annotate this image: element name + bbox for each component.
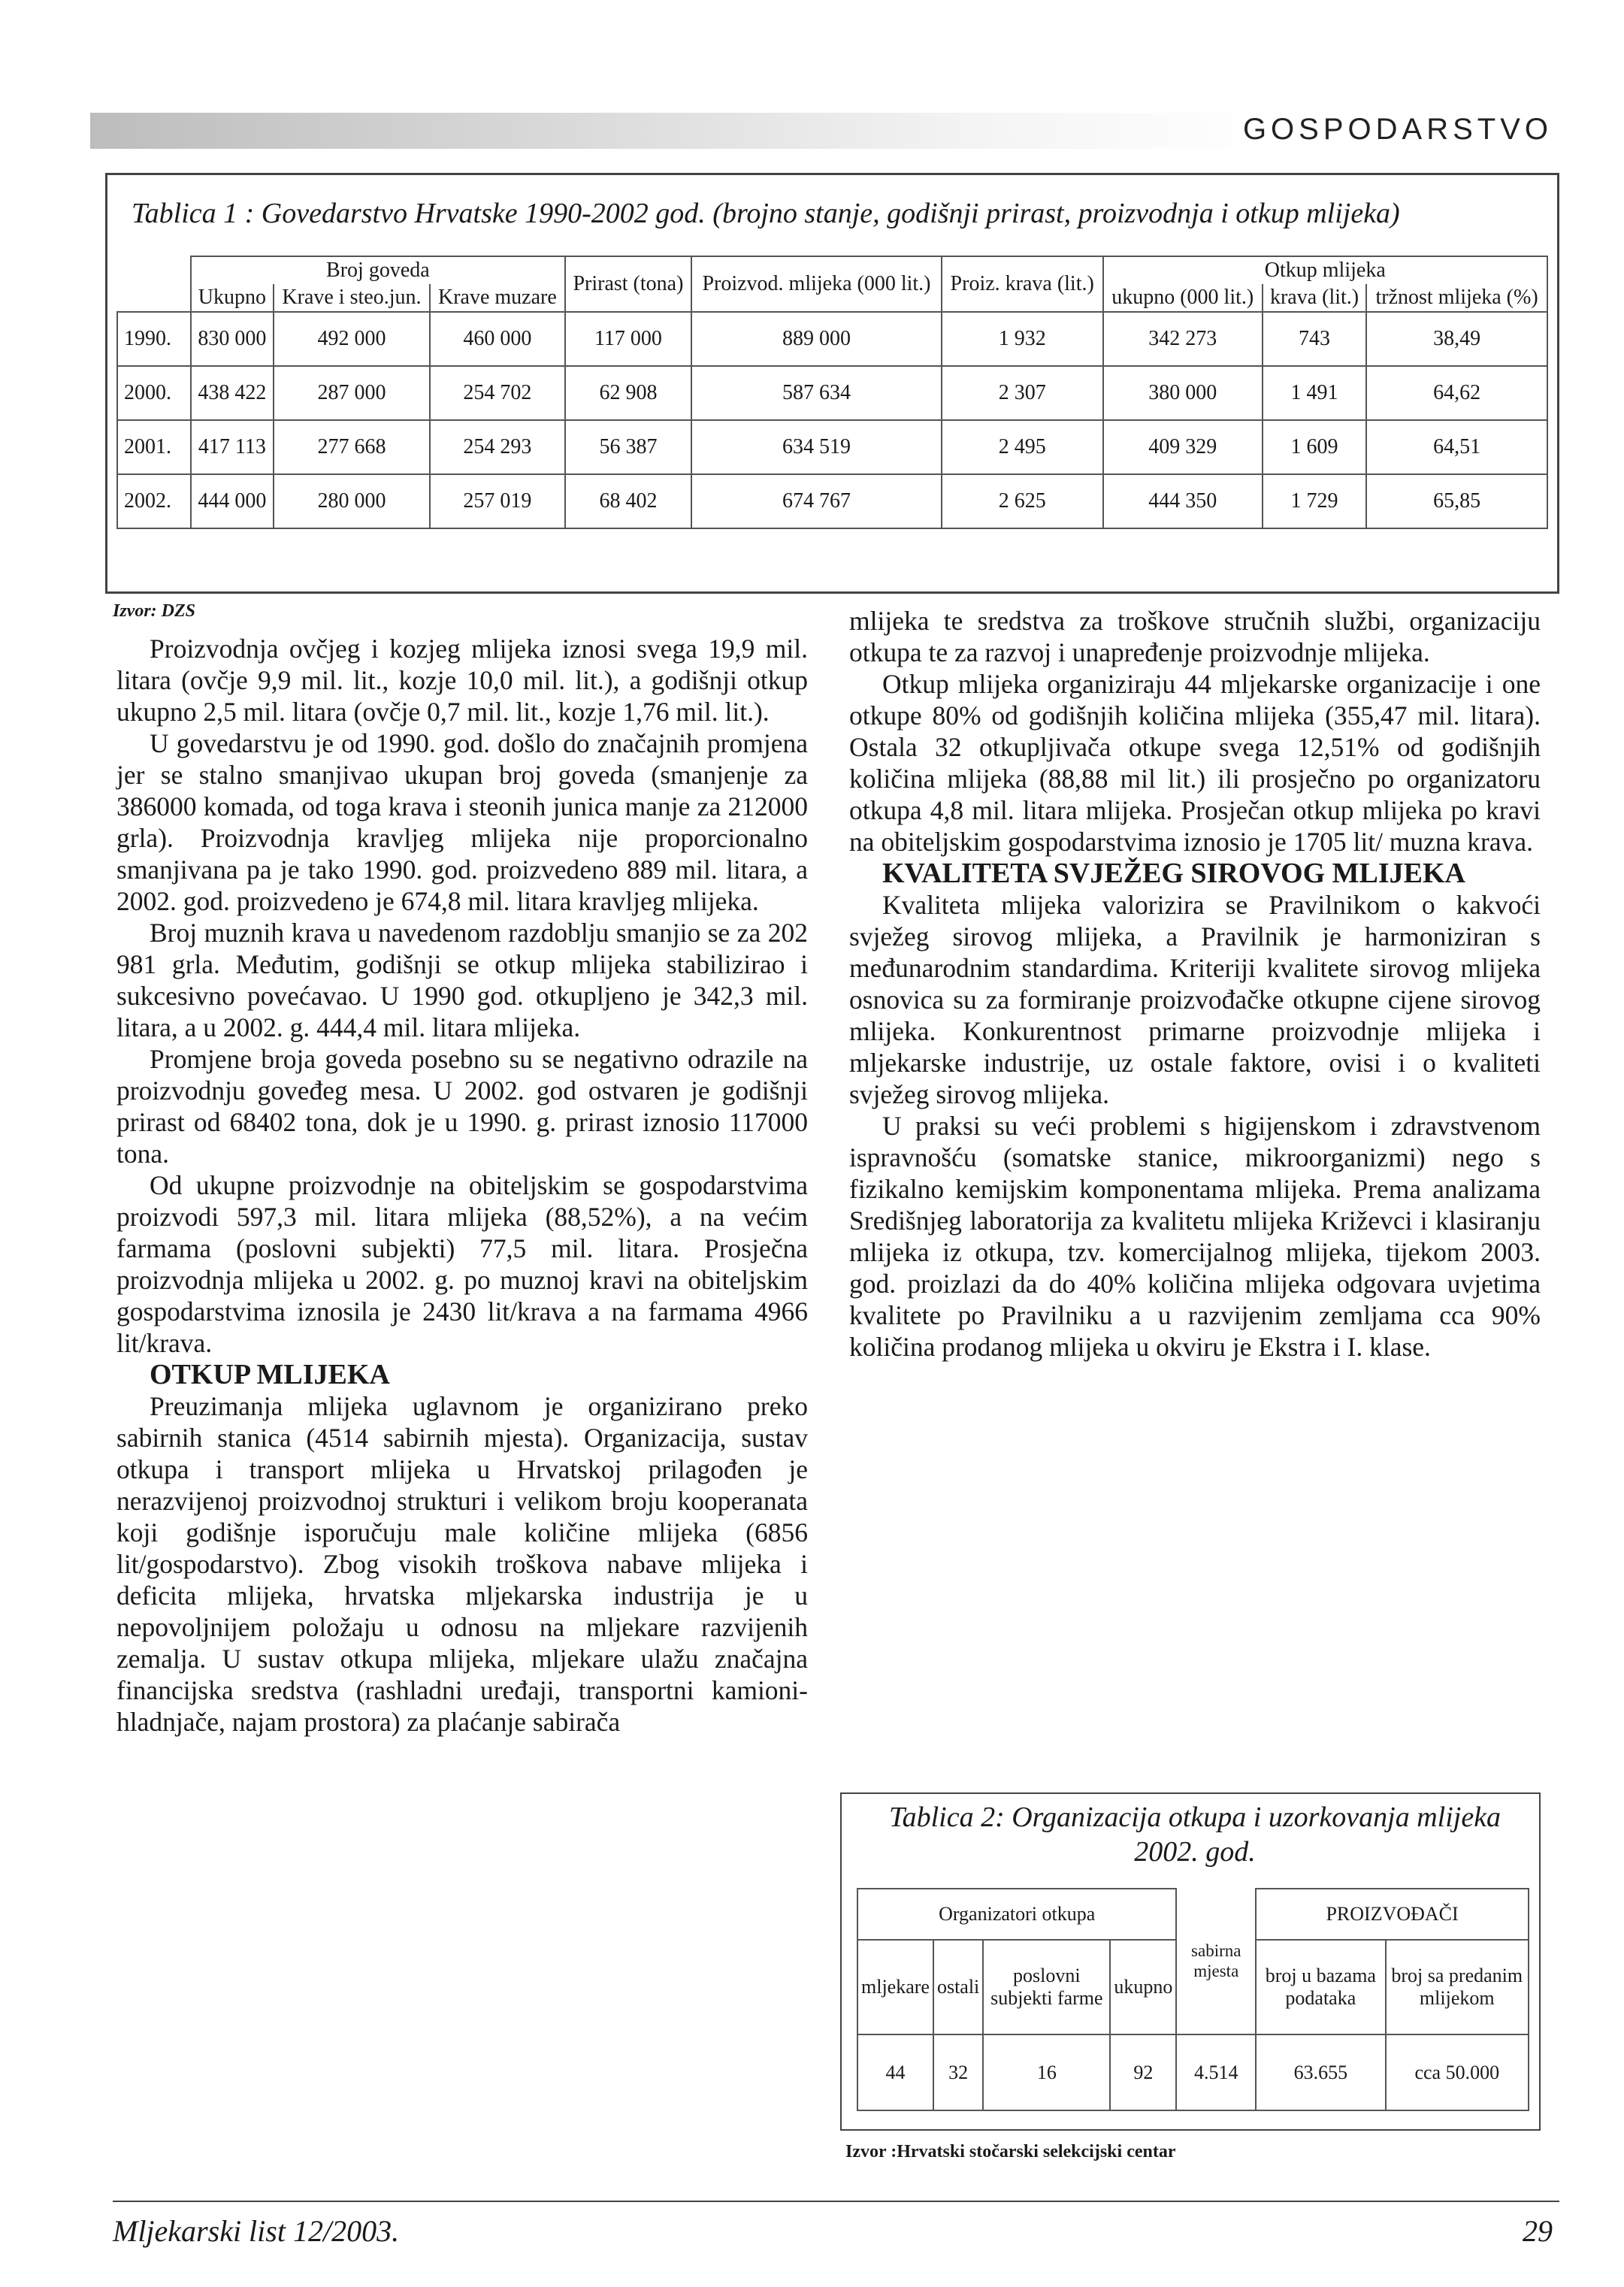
table1-col-krave-steo: Krave i steo.jun. xyxy=(274,284,430,312)
table1-corner xyxy=(117,256,191,312)
section-heading: KVALITETA SVJEŽEG SIROVOG MLIJEKA xyxy=(882,858,1465,889)
paragraph: Preuzimanja mlijeka uglavnom je organizirano preko sabirnih stanica (4514 sabirnih mjesta). Organizacija, sustav otkupa i transport mlijeka u Hrvatskoj prilagođen je nerazvijenoj proizvodnoj strukturi i velikom broju kooperanata koji godišnje isporučuju male količine mlijeka (6856 lit/gospodarstvo). Zbog visokih troškova nabave mlijeka i deficita mlijeka, hrvatska mljekarska industrija je u nepovoljnijem položaju u odnosu na mljekare razvijenih zemalja. U sustav otkupa mlijeka, mljekare ulažu značajna financijska sredstva (rashladni uređaji, transportni kamioni-hladnjače, najam prostora) za plaćanje sabirača xyxy=(116,1391,808,1737)
table-cell: 1990. xyxy=(117,312,191,366)
table-cell: 38,49 xyxy=(1366,312,1547,366)
table-cell: 254 702 xyxy=(430,366,565,420)
table-cell: 444 000 xyxy=(191,474,274,528)
left-column xyxy=(116,633,808,1738)
table-cell: 2 495 xyxy=(942,420,1103,474)
table-cell: 277 668 xyxy=(274,420,430,474)
paragraph: mlijeka te sredstva za troškove stručnih službi, organizaciju otkupa te za razvoj i unapređenje proizvodnje mlijeka. xyxy=(849,606,1541,667)
table1-source: Izvor: DZS xyxy=(113,601,196,621)
table-cell: 342 273 xyxy=(1103,312,1263,366)
table-cell: 117 000 xyxy=(565,312,691,366)
table-cell: 4.514 xyxy=(1176,2034,1256,2110)
table2 xyxy=(857,1888,1529,2111)
table-cell: 674 767 xyxy=(691,474,942,528)
table1-col-ukupno: Ukupno xyxy=(191,284,274,312)
paragraph: Kvaliteta mlijeka valorizira se Pravilnikom o kakvoći svježeg sirovog mlijeka, a Pravilnik je harmoniziran s međunarodnim standardima. Kriteriji kvalitete sirovog mlijeka osnovica su za formiranje proizvođačke otkupne cijene sirovog mlijeka. Konkurentnost primarne proizvodnje mlijeka i mljekarske industrije, uz ostale faktore, ovisi i o kvaliteti svježeg sirovog mlijeka. xyxy=(849,890,1541,1109)
table-cell: 634 519 xyxy=(691,420,942,474)
table1-col-otkup-ukupno: ukupno (000 lit.) xyxy=(1103,284,1263,312)
paragraph: Proizvodnja ovčjeg i kozjeg mlijeka iznosi svega 19,9 mil. litara (ovčje 9,9 mil. lit., kozje 10,0 mil. lit.), a godišnji otkup ukupno 2,5 mil. litara (ovčje 0,7 mil. lit., kozje 1,76 mil. lit.). xyxy=(116,634,808,727)
table-cell: 417 113 xyxy=(191,420,274,474)
table-row xyxy=(117,312,1547,366)
table-cell: 68 402 xyxy=(565,474,691,528)
page-number: 29 xyxy=(1523,2214,1553,2248)
paragraph: Broj muznih krava u navedenom razdoblju smanjio se za 202 981 grla. Međutim, godišnji se otkup mlijeka stabilizirao i sukcesivno povećavao. U 1990 god. otkupljeno je 342,3 mil. litara, a u 2002. g. 444,4 mil. litara mlijeka. xyxy=(116,918,808,1042)
table1-col-prirast: Prirast (tona) xyxy=(565,256,691,312)
table-cell: 1 932 xyxy=(942,312,1103,366)
table2-group-proizvodaci: PROIZVOĐAČI xyxy=(1256,1889,1529,1940)
table-cell: 2 625 xyxy=(942,474,1103,528)
table1-col-trznost: tržnost mlijeka (%) xyxy=(1366,284,1547,312)
table1-caption: Tablica 1 : Govedarstvo Hrvatske 1990-2002 god. (brojno stanje, godišnji prirast, proizvodnja i otkup mlijeka) xyxy=(132,198,1400,229)
table-cell: 63.655 xyxy=(1256,2034,1385,2110)
table-cell: 380 000 xyxy=(1103,366,1263,420)
table-cell: 62 908 xyxy=(565,366,691,420)
table2-caption: Tablica 2: Organizacija otkupa i uzorkovanja mlijeka 2002. god. xyxy=(888,1801,1502,1868)
table-cell: 64,62 xyxy=(1366,366,1547,420)
table-cell: 444 350 xyxy=(1103,474,1263,528)
table1-group-otkup: Otkup mlijeka xyxy=(1103,256,1547,284)
paragraph: Od ukupne proizvodnje na obiteljskim se gospodarstvima proizvodi 597,3 mil. litara mlijeka (88,52%), a na većim farmama (poslovni subjekti) 77,5 mil. litara. Prosječna proizvodnja mlijeka u 2002. g. po muznoj kravi na obiteljskim gospodarstvima iznosila je 2430 lit/krava a na farmama 4966 lit/krava. xyxy=(116,1170,808,1358)
table-cell: 2000. xyxy=(117,366,191,420)
section-title: GOSPODARSTVO xyxy=(1242,113,1553,146)
table2-col-ostali: ostali xyxy=(933,1940,983,2034)
table-cell: 1 609 xyxy=(1263,420,1366,474)
table-cell: 16 xyxy=(983,2034,1110,2110)
table-cell: 409 329 xyxy=(1103,420,1263,474)
table-cell: 56 387 xyxy=(565,420,691,474)
table-cell: 587 634 xyxy=(691,366,942,420)
table1-group-broj-goveda: Broj goveda xyxy=(191,256,565,284)
table-cell: cca 50.000 xyxy=(1386,2034,1529,2110)
table1-col-otkup-krava: krava (lit.) xyxy=(1263,284,1366,312)
table-row xyxy=(117,366,1547,420)
paragraph: Promjene broja goveda posebno su se negativno odrazile na proizvodnju goveđeg mesa. U 2002. god ostvaren je godišnji prirast od 68402 tona, dok je u 1990. g. prirast iznosio 117000 tona. xyxy=(116,1044,808,1169)
table2-col-poslovni: poslovni subjekti farme xyxy=(983,1940,1110,2034)
table-cell: 830 000 xyxy=(191,312,274,366)
table-cell: 743 xyxy=(1263,312,1366,366)
table1-col-krave-muzare: Krave muzare xyxy=(430,284,565,312)
table1-col-proiz-krava: Proiz. krava (lit.) xyxy=(942,256,1103,312)
table-cell: 889 000 xyxy=(691,312,942,366)
table-cell: 2001. xyxy=(117,420,191,474)
table-cell: 1 491 xyxy=(1263,366,1366,420)
table2-col-broj-predanim: broj sa predanim mlijekom xyxy=(1386,1940,1529,2034)
table-row xyxy=(117,420,1547,474)
table-row xyxy=(857,2034,1529,2110)
table-cell: 2 307 xyxy=(942,366,1103,420)
table-cell: 2002. xyxy=(117,474,191,528)
right-column xyxy=(849,605,1541,1363)
table2-header-row xyxy=(857,1889,1529,1940)
table2-col-sabirna: sabirna mjesta xyxy=(1176,1889,1256,2034)
table1-header-row xyxy=(117,256,1547,284)
table-cell: 492 000 xyxy=(274,312,430,366)
table-row xyxy=(117,474,1547,528)
table2-col-ukupno: ukupno xyxy=(1110,1940,1176,2034)
table2-col-broj-baza: broj u bazama podataka xyxy=(1256,1940,1385,2034)
table1-col-proizvod: Proizvod. mlijeka (000 lit.) xyxy=(691,256,942,312)
table-cell: 1 729 xyxy=(1263,474,1366,528)
table-cell: 280 000 xyxy=(274,474,430,528)
table-cell: 92 xyxy=(1110,2034,1176,2110)
table2-source: Izvor :Hrvatski stočarski selekcijski centar xyxy=(845,2142,1176,2161)
footer-rule xyxy=(113,2201,1559,2202)
table-cell: 257 019 xyxy=(430,474,565,528)
table2-col-mljekare: mljekare xyxy=(857,1940,933,2034)
table2-group-organizatori: Organizatori otkupa xyxy=(857,1889,1176,1940)
table-cell: 438 422 xyxy=(191,366,274,420)
paragraph: U praksi su veći problemi s higijenskom i zdravstvenom ispravnošću (somatske stanice, mikroorganizmi) nego s fizikalno kemijskim komponentama mlijeka. Prema analizama Središnjeg laboratorija za kvalitetu mlijeka Križevci i klasiranju mlijeka iz otkupa, tzv. komercijalnog mlijeka, tijekom 2003. god. proizlazi da do 40% količina mlijeka odgovara uvjetima kvalitete po Pravilniku a u razvijenim zemljama cca 90% količina prodanog mlijeka u okviru je Ekstra i I. klase. xyxy=(849,1111,1541,1362)
table1 xyxy=(116,256,1548,529)
table-cell: 32 xyxy=(933,2034,983,2110)
table-cell: 287 000 xyxy=(274,366,430,420)
table-cell: 64,51 xyxy=(1366,420,1547,474)
table-cell: 254 293 xyxy=(430,420,565,474)
paragraph: U govedarstvu je od 1990. god. došlo do značajnih promjena jer se stalno smanjivao ukupan broj goveda (smanjenje za 386000 komada, od toga krava i steonih junica manje za 212000 grla). Proizvodnja kravljeg mlijeka nije proporcionalno smanjivana pa je tako 1990. god. proizvedeno 889 mil. litara, a 2002. god. proizvedeno je 674,8 mil. litara kravljeg mlijeka. xyxy=(116,728,808,916)
table-cell: 460 000 xyxy=(430,312,565,366)
section-heading: OTKUP MLIJEKA xyxy=(150,1359,390,1390)
journal-name: Mljekarski list 12/2003. xyxy=(113,2214,400,2248)
table-cell: 65,85 xyxy=(1366,474,1547,528)
paragraph: Otkup mlijeka organiziraju 44 mljekarske organizacije i one otkupe 80% od godišnjih količina mlijeka (355,47 mil. litara). Ostala 32 otkupljivača otkupe svega 12,51% od godišnjih količina mlijeka (88,88 mil lit.) ili prosječno po organizatoru otkupa 4,8 mil. litara mlijeka. Prosječan otkup mlijeka po kravi na obiteljskim gospodarstvima iznosio je 1705 lit/ muzna krava. xyxy=(849,669,1541,857)
table-cell: 44 xyxy=(857,2034,933,2110)
